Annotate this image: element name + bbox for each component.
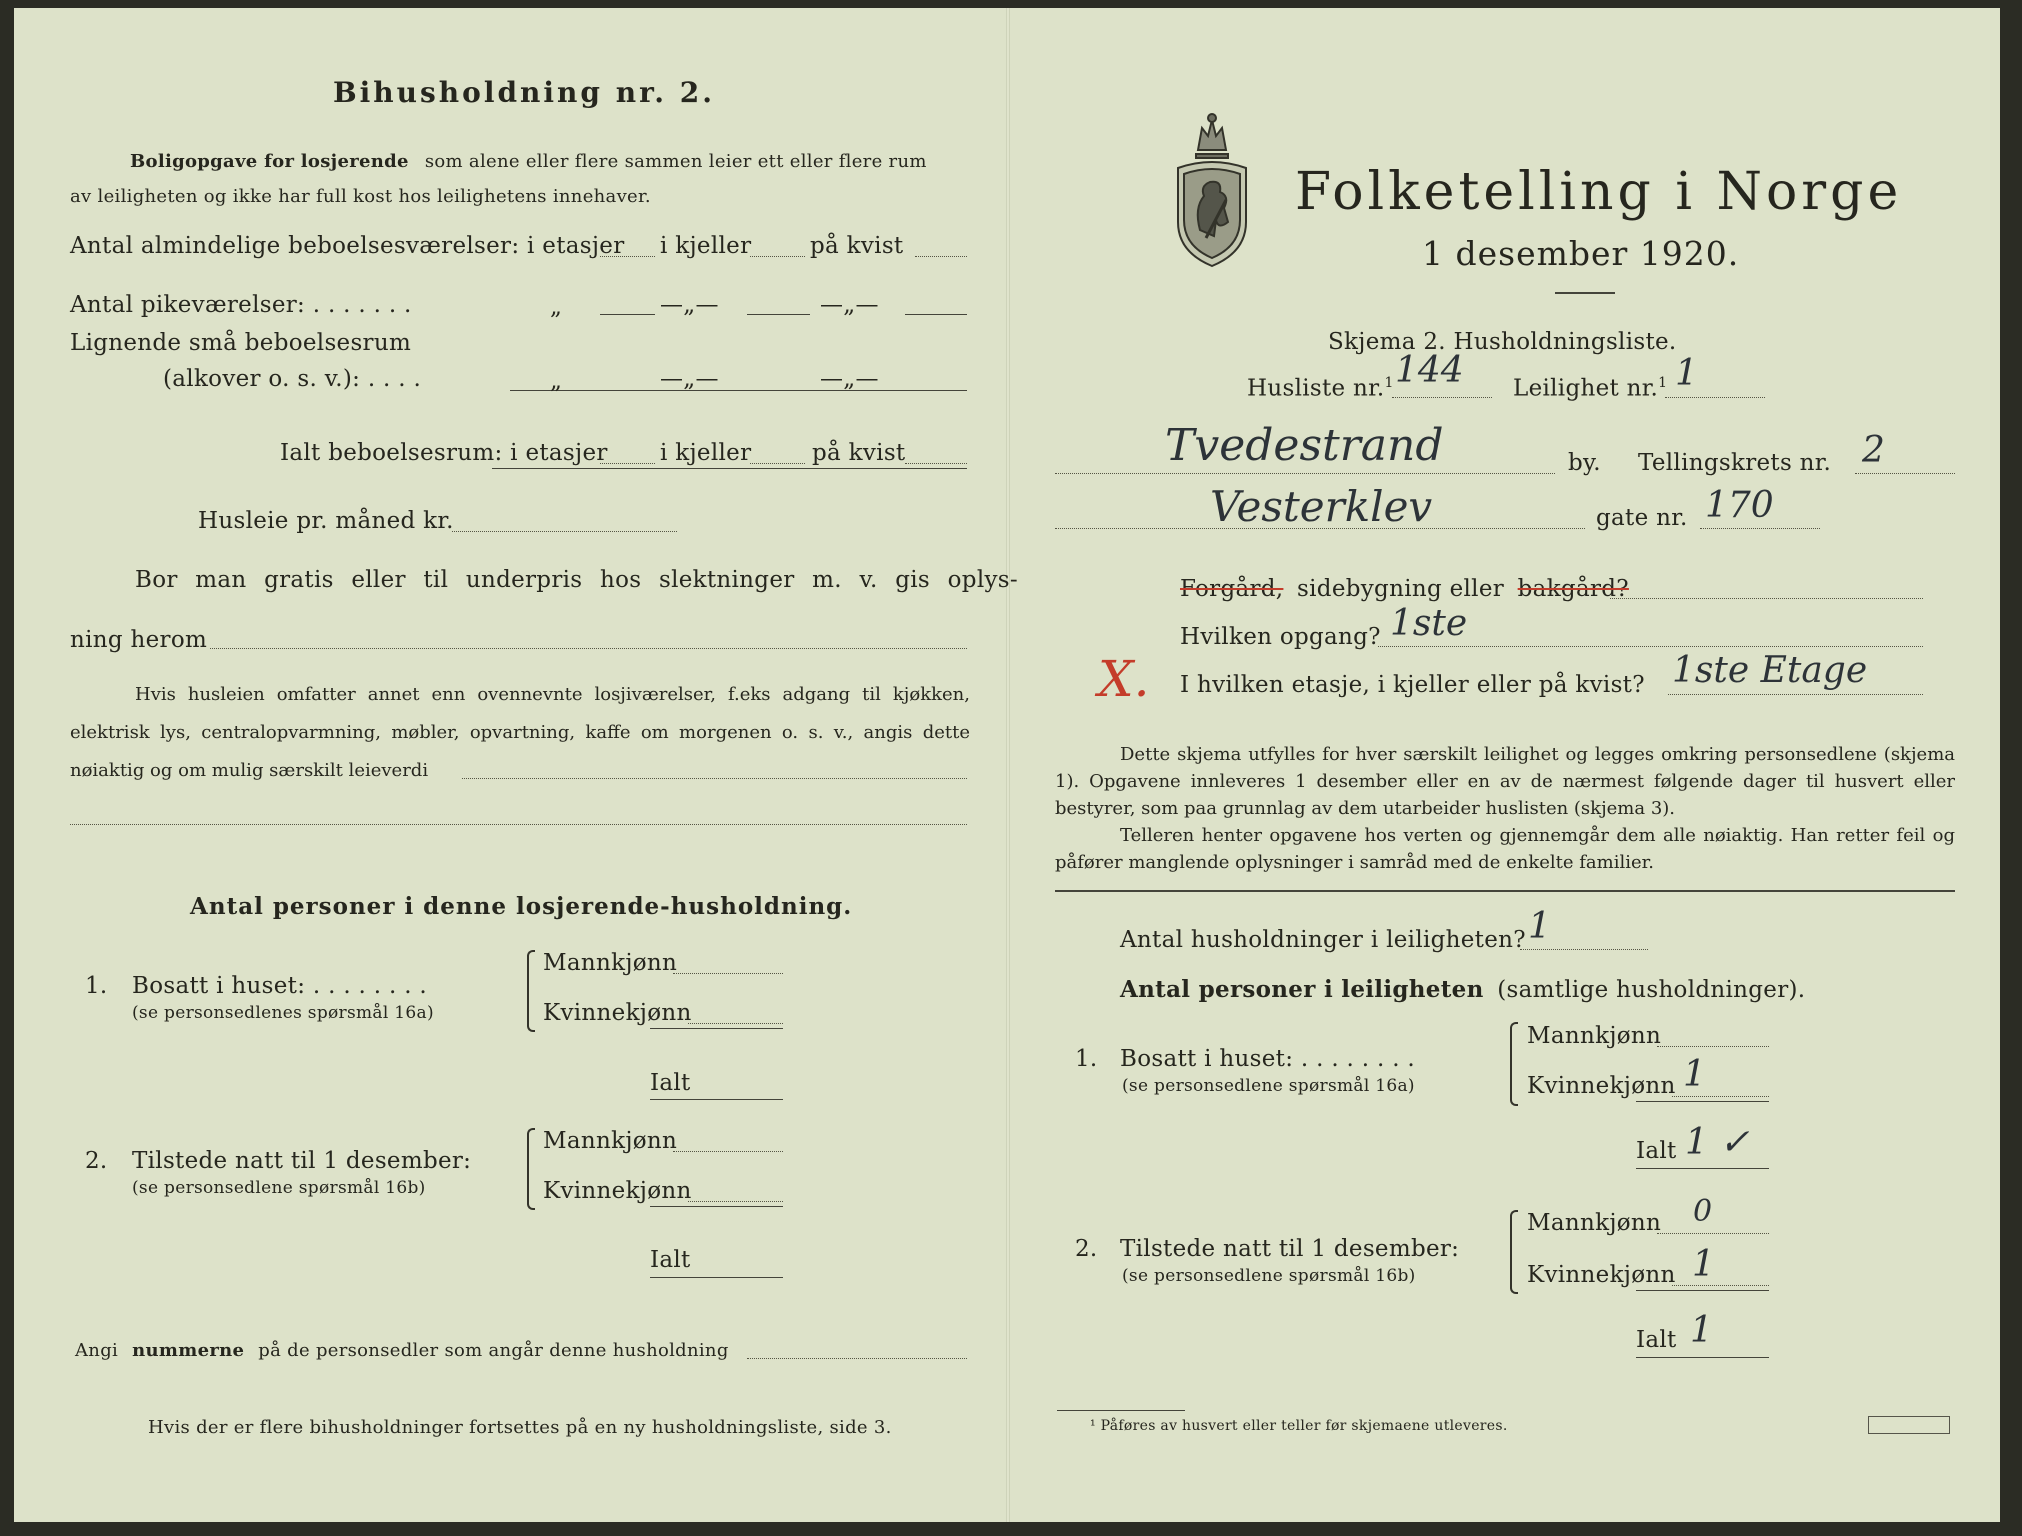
left-q1-rule	[650, 1028, 783, 1029]
tellingskrets-field[interactable]	[1855, 473, 1955, 474]
right-q2-total-field[interactable]	[1636, 1357, 1769, 1358]
left-q1-total-label: Ialt	[650, 1070, 691, 1096]
numbers-field[interactable]	[747, 1358, 967, 1359]
households-label: Antal husholdninger i leiligheten?	[1120, 927, 1526, 953]
husliste-text: Husliste nr.	[1247, 375, 1385, 402]
total-cellar-label: i kjeller	[660, 440, 752, 466]
maid-floor-field[interactable]	[600, 314, 655, 315]
red-check-mark: X.	[1098, 650, 1150, 708]
opgang-value: 1ste	[1390, 603, 1468, 644]
rooms-attic-label: på kvist	[810, 233, 904, 259]
total-floor-field[interactable]	[600, 463, 655, 464]
free-text-2: ning herom	[70, 627, 208, 653]
husliste-footnote-mark: 1	[1384, 375, 1394, 391]
numbers-pre: Angi	[75, 1340, 119, 1361]
right-q2-male-label: Mannkjønn	[1527, 1210, 1662, 1236]
printer-stamp	[1868, 1416, 1950, 1434]
left-q1-brace	[527, 950, 535, 1032]
opgang-field[interactable]	[1378, 646, 1923, 647]
scan-border-left	[0, 0, 14, 1536]
right-persons-heading-rest: (samtlige husholdninger).	[1497, 977, 1806, 1003]
leilighet-label	[1513, 375, 1667, 402]
opgang-label: Hvilken opgang?	[1180, 624, 1381, 650]
right-q1-total-field[interactable]	[1636, 1168, 1769, 1169]
right-q1-female-value: 1	[1683, 1054, 1706, 1095]
right-q2-total-label: Ialt	[1636, 1327, 1677, 1353]
sidebygning-option: sidebygning eller	[1297, 576, 1505, 602]
intro-line-1	[130, 151, 927, 172]
left-q1-sub: (se personsedlenes spørsmål 16a)	[132, 1003, 434, 1023]
small-rooms-label-2: (alkover o. s. v.): . . . .	[163, 366, 422, 392]
right-q2-female-field[interactable]	[1672, 1285, 1769, 1286]
tellingskrets-value: 2	[1862, 430, 1885, 471]
footnote: ¹ Påføres av husvert eller teller før skjemaene utleveres.	[1090, 1418, 1508, 1434]
total-attic-label: på kvist	[812, 440, 906, 466]
left-q1-total-field[interactable]	[650, 1099, 783, 1100]
ditto-mark-1: „	[550, 294, 563, 320]
right-persons-heading	[1120, 976, 1805, 1003]
right-q1-label: Bosatt i huset: . . . . . . . .	[1120, 1046, 1416, 1072]
households-field[interactable]	[1520, 949, 1648, 950]
left-q1-male-field[interactable]	[673, 973, 783, 974]
instructions-1: Dette skjema utfylles for hver særskilt leilighet og legges omkring personsedlene (skjema 1). Opgavene innleveres 1 desember eller en av de nærmest følgende dager til husvert eller bestyrer, som paa grunnlag av dem utarbeider huslisten (skjema 3).	[1055, 744, 1955, 819]
intro-line-2: av leiligheten og ikke har full kost hos leilighetens innehaver.	[70, 186, 651, 207]
right-persons-heading-bold: Antal personer i leiligheten	[1120, 976, 1484, 1003]
total-rooms-rule	[492, 468, 967, 469]
right-q2-male-value: 0	[1693, 1194, 1713, 1229]
rent-note-field-2[interactable]	[70, 824, 967, 825]
right-q2-brace	[1510, 1210, 1518, 1294]
right-q2-label: Tilstede natt til 1 desember:	[1120, 1236, 1460, 1262]
gate-label: gate nr.	[1596, 505, 1688, 531]
households-value: 1	[1528, 906, 1551, 947]
total-rooms-label: Ialt beboelsesrum: i etasjer	[280, 440, 608, 466]
left-persons-heading: Antal personer i denne losjerende-husholdning.	[190, 893, 853, 920]
right-q1-total-value: 1 ✓	[1685, 1122, 1750, 1163]
right-q2-female-label: Kvinnekjønn	[1527, 1262, 1676, 1288]
right-q1-female-label: Kvinnekjønn	[1527, 1073, 1676, 1099]
ditto-mark-6: —„—	[820, 366, 879, 392]
left-q2-brace	[527, 1128, 535, 1210]
total-attic-field[interactable]	[905, 463, 967, 464]
coat-of-arms-icon	[1170, 112, 1254, 268]
leilighet-field[interactable]	[1665, 397, 1765, 398]
city-value: Tvedestrand	[1165, 420, 1444, 471]
section-rule	[1055, 890, 1955, 892]
total-cellar-field[interactable]	[750, 463, 805, 464]
etasje-field[interactable]	[1668, 694, 1923, 695]
numbers-line	[75, 1340, 729, 1361]
rooms-attic-field[interactable]	[915, 256, 967, 257]
schema-label: Skjema 2. Husholdningsliste.	[1328, 329, 1677, 355]
left-q2-sub: (se personsedlene spørsmål 16b)	[132, 1178, 426, 1198]
left-q2-total-field[interactable]	[650, 1277, 783, 1278]
maid-rooms-label: Antal pikeværelser: . . . . . . .	[70, 292, 412, 318]
rent-note-field[interactable]	[462, 778, 967, 779]
gate-field[interactable]	[1700, 528, 1820, 529]
right-q2-number: 2.	[1075, 1236, 1098, 1262]
right-q2-sub: (se personsedlene spørsmål 16b)	[1122, 1266, 1416, 1286]
left-q2-female-label: Kvinnekjønn	[543, 1178, 692, 1204]
right-q1-rule	[1636, 1101, 1769, 1102]
form-date: 1 desember 1920.	[1422, 234, 1740, 273]
left-q2-number: 2.	[85, 1148, 108, 1174]
right-q1-female-field[interactable]	[1672, 1096, 1769, 1097]
numbers-rest: på de personsedler som angår denne husholdning	[258, 1340, 729, 1361]
maid-attic-field[interactable]	[905, 314, 967, 315]
bakgard-option: bakgård?	[1517, 576, 1629, 602]
left-q1-female-field[interactable]	[688, 1023, 783, 1024]
forgard-option: Forgård,	[1180, 576, 1284, 602]
tellingskrets-label: Tellingskrets nr.	[1638, 450, 1832, 476]
building-field[interactable]	[1610, 598, 1923, 599]
rooms-label: Antal almindelige beboelsesværelser: i etasjer	[70, 233, 625, 259]
city-field[interactable]	[1055, 473, 1555, 474]
right-q1-male-label: Mannkjønn	[1527, 1023, 1662, 1049]
left-q2-male-label: Mannkjønn	[543, 1128, 678, 1154]
by-label: by.	[1568, 450, 1601, 476]
continue-note: Hvis der er flere bihusholdninger fortsettes på en ny husholdningsliste, side 3.	[148, 1417, 892, 1438]
husliste-value: 144	[1395, 350, 1464, 391]
free-text-1: Bor man gratis eller til underpris hos slektninger m. v. gis oplys-	[135, 567, 1018, 593]
rooms-floor-field[interactable]	[600, 256, 655, 257]
leilighet-footnote-mark: 1	[1658, 375, 1668, 391]
building-line	[1180, 576, 1629, 602]
rooms-cellar-field[interactable]	[750, 256, 805, 257]
date-rule	[1555, 292, 1615, 294]
scan-border-right	[2000, 0, 2022, 1536]
maid-cellar-field[interactable]	[747, 314, 810, 315]
right-q2-male-field[interactable]	[1657, 1233, 1769, 1234]
gate-value: 170	[1705, 485, 1774, 526]
ditto-mark-2: —„—	[660, 292, 719, 318]
scan-border-top	[0, 0, 2022, 8]
left-q2-total-label: Ialt	[650, 1247, 691, 1273]
left-q1-female-label: Kvinnekjønn	[543, 1000, 692, 1026]
leilighet-value: 1	[1675, 353, 1698, 394]
ditto-mark-5: —„—	[660, 366, 719, 392]
rent-note: Hvis husleien omfatter annet enn ovennevnte losjiværelser, f.eks adgang til kjøkken, elektrisk lys, centralopvarmning, møbler, opvartning, kaffe om morgenen o. s. v., angis dette nøiaktig og om mulig særskilt leieverdi	[70, 684, 970, 781]
intro-rest: som alene eller flere sammen leier ett eller flere rum	[424, 151, 927, 172]
numbers-bold: nummerne	[132, 1340, 245, 1361]
left-title: Bihusholdning nr. 2.	[333, 76, 715, 109]
right-q1-number: 1.	[1075, 1046, 1098, 1072]
page-fold	[1006, 8, 1010, 1522]
rent-label: Husleie pr. måned kr.	[198, 508, 454, 534]
right-q2-rule	[1636, 1290, 1769, 1291]
form-title: Folketelling i Norge	[1295, 162, 1903, 222]
husliste-label	[1247, 375, 1394, 402]
scan-border-bottom	[0, 1522, 2022, 1536]
small-rooms-underline	[510, 390, 967, 391]
right-q1-male-field[interactable]	[1657, 1046, 1769, 1047]
rooms-cellar-label: i kjeller	[660, 233, 752, 259]
instructions-2: Telleren henter opgavene hos verten og gjennemgår dem alle nøiaktig. Han retter feil og påfører manglende oplysninger i samråd med de enkelte familier.	[1055, 825, 1955, 873]
etasje-value: 1ste Etage	[1672, 650, 1868, 691]
right-q1-brace	[1510, 1022, 1518, 1106]
right-q2-female-value: 1	[1692, 1244, 1715, 1285]
rent-field[interactable]	[452, 531, 677, 532]
right-q2-total-value: 1	[1690, 1310, 1713, 1351]
left-q1-male-label: Mannkjønn	[543, 950, 678, 976]
free-field[interactable]	[210, 648, 967, 649]
left-q2-female-field[interactable]	[688, 1201, 783, 1202]
left-q1-number: 1.	[85, 973, 108, 999]
right-q1-total-label: Ialt	[1636, 1138, 1677, 1164]
footnote-rule	[1057, 1410, 1185, 1411]
intro-bold: Boligopgave for losjerende	[130, 151, 409, 172]
left-q2-rule	[650, 1206, 783, 1207]
ditto-mark-3: —„—	[820, 292, 879, 318]
husliste-field[interactable]	[1392, 397, 1492, 398]
right-q1-sub: (se personsedlene spørsmål 16a)	[1122, 1076, 1415, 1096]
leilighet-text: Leilighet nr.	[1513, 375, 1659, 402]
ditto-mark-4: „	[550, 368, 563, 394]
small-rooms-label-1: Lignende små beboelsesrum	[70, 330, 412, 356]
left-q2-label: Tilstede natt til 1 desember:	[132, 1148, 472, 1174]
left-q2-male-field[interactable]	[673, 1151, 783, 1152]
street-value: Vesterklev	[1210, 482, 1433, 531]
left-q1-label: Bosatt i huset: . . . . . . . .	[132, 973, 428, 999]
etasje-label: I hvilken etasje, i kjeller eller på kvist?	[1180, 672, 1645, 698]
